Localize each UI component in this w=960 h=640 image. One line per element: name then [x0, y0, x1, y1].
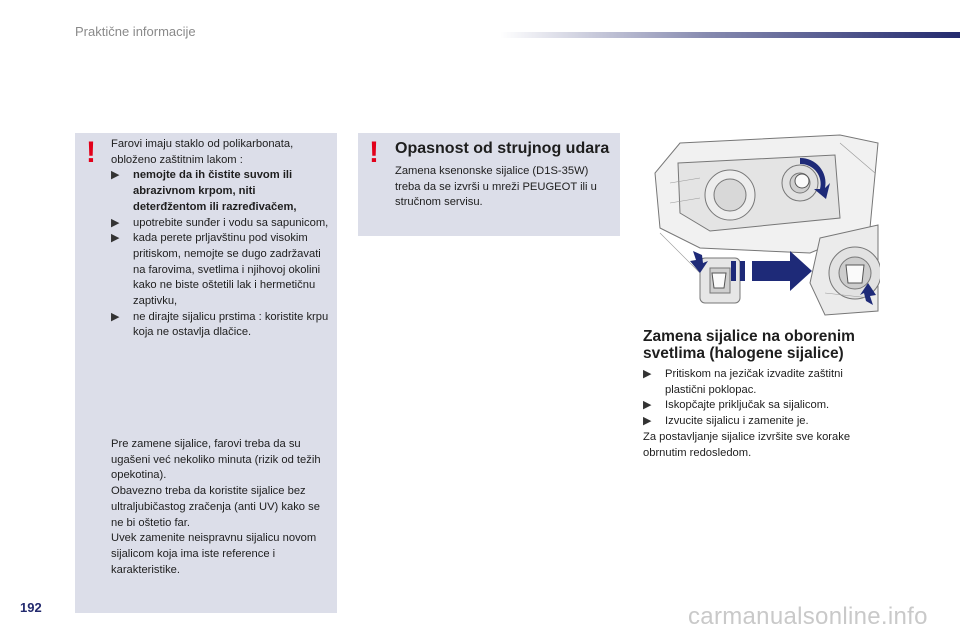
list-item — [643, 367, 873, 398]
section-title: Zamena sijalice na oborenim svetlima (halogene sijalice) — [643, 328, 855, 362]
list-item-text: ne dirajte sijalicu prstima : koristite krpu koja ne ostavlja dlačice. — [133, 310, 329, 339]
list-item — [643, 414, 873, 430]
page-header-title: Praktične informacije — [75, 24, 196, 39]
list-item-text: kada perete prljavštinu pod visokim pritiskom, nemojte se dugo zadržavati na farovima, svetlima i njihovoj okolini kako ne biste oštetili lak i hermetičnu zaptivku, — [133, 232, 321, 308]
care-warning-text — [111, 137, 331, 341]
header-accent-bar — [500, 32, 960, 38]
bullet-icon: ▶ — [643, 399, 652, 412]
list-item-text: Pritiskom na jezičak izvadite zaštitni plastični poklopac. — [665, 368, 843, 396]
watermark: carmanualsonline.info — [688, 603, 928, 630]
bulb-replacement-note: Pre zamene sijalice, farovi treba da su ugašeni već nekoliko minuta (rizik od težih opekotina). Obavezno treba da koristite sijalice bez ultraljubičastog zračenja (anti UV) kako se ne bi oštetio far. Uvek zamenite neispravnu sijalicu novom sijalicom koja ima iste reference i karakteristike. — [111, 438, 321, 576]
page-number: 192 — [20, 600, 42, 615]
list-item-text: Izvucite sijalicu i zamenite je. — [665, 415, 809, 428]
list-item-text: upotrebite sunđer i vodu sa sapunicom, — [133, 216, 329, 229]
warning-exclamation-icon: ! — [369, 136, 379, 169]
care-warning-intro: Farovi imaju staklo od polikarbonata, obloženo zaštitnim lakom : — [111, 138, 294, 166]
section-footer-text: Za postavljanje sijalice izvršite sve korake obrnutim redosledom. — [643, 430, 851, 459]
list-item — [111, 168, 331, 215]
list-item-text: Iskopčajte priključak sa sijalicom. — [665, 399, 830, 412]
bullet-icon: ▶ — [111, 216, 120, 229]
list-item-text: nemojte da ih čistite suvom ili abrazivnom krpom, niti deterđžentom ili razređivačem, — [133, 169, 297, 213]
section-steps — [643, 367, 873, 461]
bullet-icon: ▶ — [643, 415, 652, 428]
steps-list — [643, 367, 873, 430]
bullet-icon: ▶ — [111, 232, 120, 245]
list-item — [111, 216, 331, 232]
pull-arrow-icon — [752, 251, 812, 291]
list-item — [111, 231, 331, 310]
care-warning-list — [111, 168, 331, 341]
bullet-icon: ▶ — [111, 169, 120, 182]
headlamp-housing-drawing — [655, 135, 880, 315]
bullet-icon: ▶ — [643, 368, 652, 380]
list-item — [111, 310, 331, 341]
warning-exclamation-icon: ! — [86, 136, 96, 169]
electric-shock-warning-text: Zamena ksenonske sijalice (D1S-35W) treba da se izvrši u mreži PEUGEOT ili u stručnom servisu. — [395, 165, 597, 209]
list-item — [643, 398, 873, 414]
bullet-icon: ▶ — [111, 310, 120, 323]
electric-shock-warning-title: Opasnost od strujnog udara — [395, 140, 610, 157]
headlamp-bulb-illustration — [640, 133, 880, 318]
